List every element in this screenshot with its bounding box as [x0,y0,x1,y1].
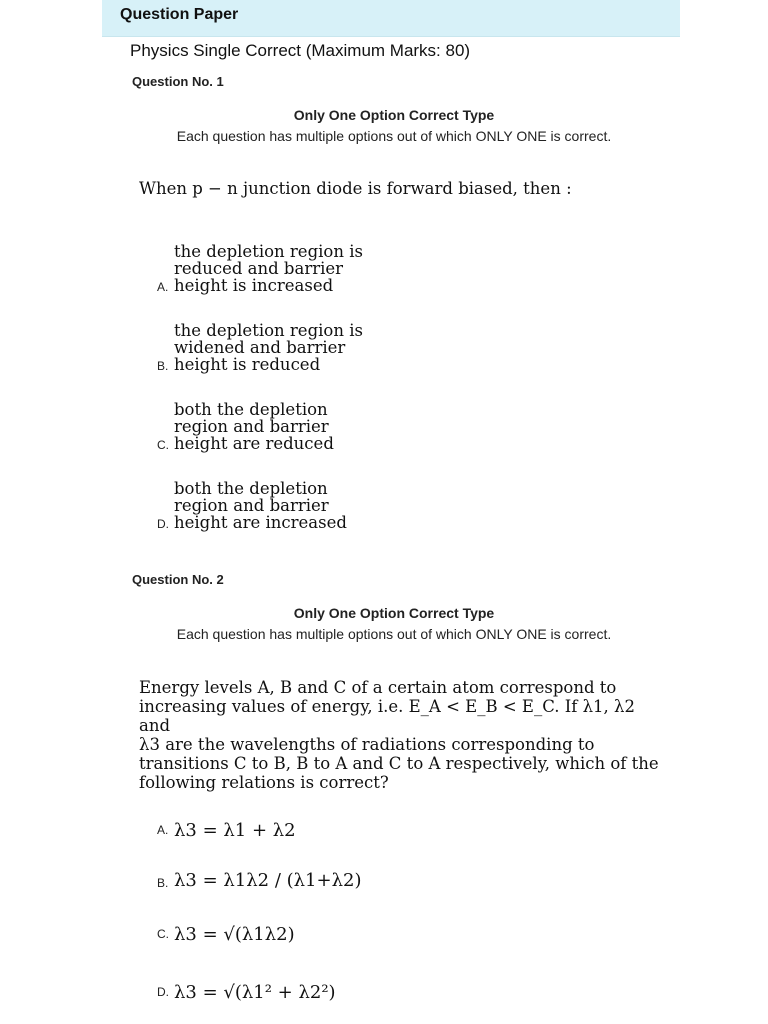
question-instruction: Each question has multiple options out of which ONLY ONE is correct. [176,626,612,642]
stem-line: increasing values of energy, i.e. E_A < E_B < E_C. If λ1, λ2 and [139,697,635,735]
question-number: Question No. 2 [132,572,224,587]
page-title: Question Paper [120,6,239,23]
option-letter: D. [157,517,169,531]
option-letter: C. [157,927,169,941]
stem-line: λ3 are the wavelengths of radiations corresponding to [139,735,595,754]
stem-line: following relations is correct? [139,773,389,792]
question-type-label: Only One Option Correct Type [293,107,495,123]
option-letter: D. [157,985,169,999]
option-letter: A. [157,823,169,837]
question-number: Question No. 1 [132,74,224,89]
option-text: both the depletion region and barrier height are reduced [174,400,334,453]
option-letter: B. [157,876,169,890]
option-letter: A. [157,280,169,294]
option-formula: λ3 = λ1 + λ2 [174,820,296,841]
option-formula: λ3 = λ1λ2 / (λ1+λ2) [174,870,362,891]
option-formula: λ3 = √(λ1λ2) [174,924,295,945]
stem-line: Energy levels A, B and C of a certain atom correspond to [139,678,617,697]
option-text: the depletion region is reduced and barrier height is increased [174,242,363,295]
option-text: the depletion region is widened and barrier height is reduced [174,321,363,374]
option-text: both the depletion region and barrier height are increased [174,479,347,532]
question-type-label: Only One Option Correct Type [293,605,495,621]
section-title: Physics Single Correct (Maximum Marks: 80) [130,41,471,60]
question-instruction: Each question has multiple options out of which ONLY ONE is correct. [176,128,612,144]
question-stem [139,678,659,792]
option-formula: λ3 = √(λ1² + λ2²) [174,982,336,1003]
stem-line: transitions C to B, B to A and C to A respectively, which of the [139,754,659,773]
option-letter: C. [157,438,169,452]
option-letter: B. [157,359,169,373]
header-bar [102,0,680,37]
question-stem: When p − n junction diode is forward biased, then : [139,179,572,198]
